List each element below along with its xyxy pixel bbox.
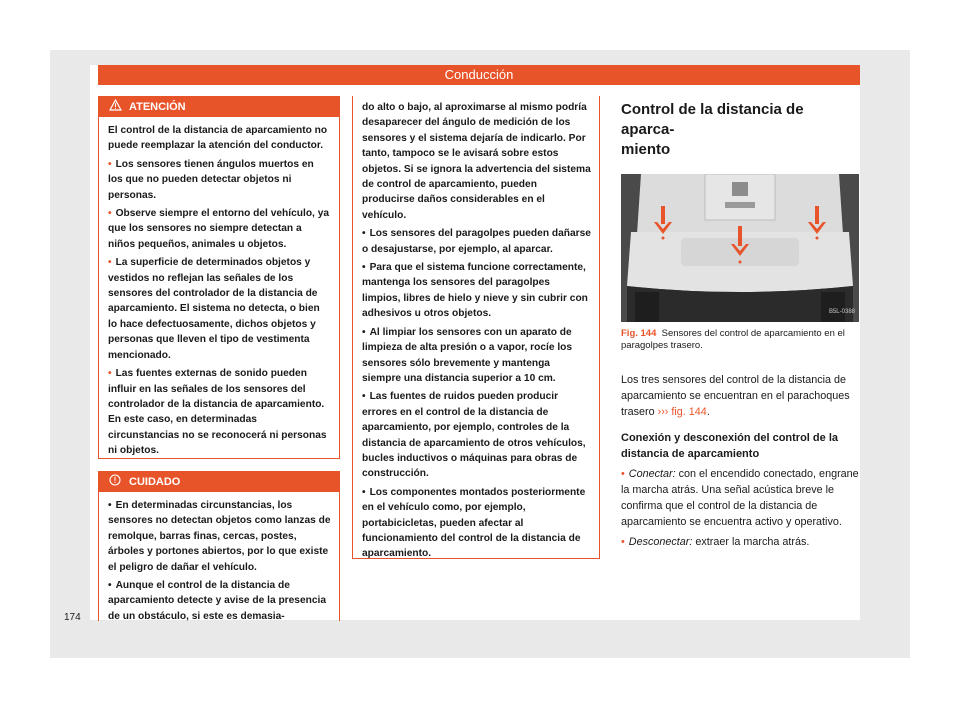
caution-item: • Los sensores del paragolpes pueden dañarse o desajustarse, por ejemplo, al aparcar. — [362, 228, 591, 255]
warning-title: ATENCIÓN — [129, 101, 186, 113]
warning-item: • Observe siempre el entorno del vehículo, ya que los sensores no siempre detectan a niños pequeños, animales u objetos. — [108, 208, 330, 250]
warning-triangle-icon — [109, 97, 122, 117]
section-title: Control de la distancia de aparca- miento — [621, 101, 804, 158]
caution-item-continued: do alto o bajo, al aproximarse al mismo podría desaparecer del ángulo de medición de los sensores y el sistema dejaría de indicarlo. Por tanto, tampoco se le avisará sobre estos objetos. Si se ignora la advertencia del sistema de control de aparcamiento, pueden producirse daños considerables en el vehículo. — [362, 102, 591, 221]
warning-item: • La superficie de determinados objetos y vestidos no reflejan las señales de los sensores del controlador de la distancia de aparcamiento. El sistema no detecta, o bien lo hace defectuosamente, dichos objetos y personas que lleven el tipo de vestimenta mencionado. — [108, 257, 320, 361]
disconnect-item: • Desconectar: extraer la marcha atrás. — [621, 536, 810, 548]
caution-header — [99, 472, 339, 492]
figure-code: B5L-0388 — [828, 308, 855, 315]
figure-caption: Fig. 144 Sensores del control de aparcamiento en el paragolpes trasero. — [621, 328, 845, 351]
caution-body-part1 — [99, 492, 339, 622]
caution-item: • Al limpiar los sensores con un aparato de limpieza de alta presión o a vapor, rocíe los sensores sólo brevemente y mantenga siempre una distancia superior a 10 cm. — [362, 326, 573, 384]
caution-item-continued: • Aunque el control de la distancia de aparcamiento detecte y avise de la presencia de un obstáculo, si este es demasia- — [108, 580, 327, 622]
figure-reference-link[interactable]: ››› fig. 144 — [657, 406, 707, 418]
warning-header — [99, 97, 339, 117]
page-number: 174 — [64, 612, 81, 623]
caution-item: • En determinadas circunstancias, los sensores no detectan objetos como lanzas de remolque, barras finas, cercas, postes, árboles y portones abiertos, por lo que existe el peligro de dañar el vehículo. — [108, 500, 331, 573]
column-right — [621, 100, 859, 550]
figure-rear-bumper — [621, 174, 859, 322]
column-left — [98, 96, 340, 621]
subsection-title: Conexión y desconexión del control de la distancia de aparcamiento — [621, 432, 838, 460]
warning-body — [99, 117, 339, 468]
caution-item: • Las fuentes de ruidos pueden producir errores en el control de la distancia de aparcamiento, por ejemplo, controles de la distancia de aparcamiento de otros vehículos, bucles inductivos o máquinas para obras de construcción. — [362, 391, 586, 480]
warning-box — [98, 96, 340, 459]
caution-box — [98, 471, 340, 621]
caution-title: CUIDADO — [129, 476, 181, 488]
info-circle-icon — [109, 472, 121, 492]
column-middle — [352, 96, 600, 559]
connect-item: • Conectar: con el encendido conectado, engrane la marcha atrás. Una señal acústica breve le confirma que el control de la distancia de aparcamiento se encuentra activo y operativo. — [621, 468, 859, 528]
caution-body-part2 — [353, 96, 599, 571]
warning-intro: El control de la distancia de aparcamiento no puede reemplazar la atención del conductor. — [108, 125, 328, 152]
rear-car-illustration — [621, 174, 859, 322]
warning-item: • Los sensores tienen ángulos muertos en los que no pueden detectar objetos ni personas. — [108, 158, 314, 201]
caution-item: • Para que el sistema funcione correctamente, mantenga los sensores del paragolpes limpios, libres de hielo y nieve y sin cubrir con adhesivos u otros objetos. — [362, 262, 588, 320]
caution-box-continued — [352, 96, 600, 559]
chapter-header: Conducción — [98, 65, 860, 85]
section-intro: Los tres sensores del control de la distancia de aparcamiento se encuentran en el parachoques trasero ››› fig. 144. — [621, 374, 850, 418]
caution-item: • Los componentes montados posteriormente en el vehículo como, por ejemplo, portabicicletas, pueden afectar al funcionamiento del control de la distancia de aparcamiento. — [362, 486, 586, 560]
warning-item: • Las fuentes externas de sonido pueden influir en las señales de los sensores del controlador de la distancia de aparcamiento. En este caso, en determinadas circunstancias no se reconocerá ni personas ni objetos. — [108, 368, 327, 457]
